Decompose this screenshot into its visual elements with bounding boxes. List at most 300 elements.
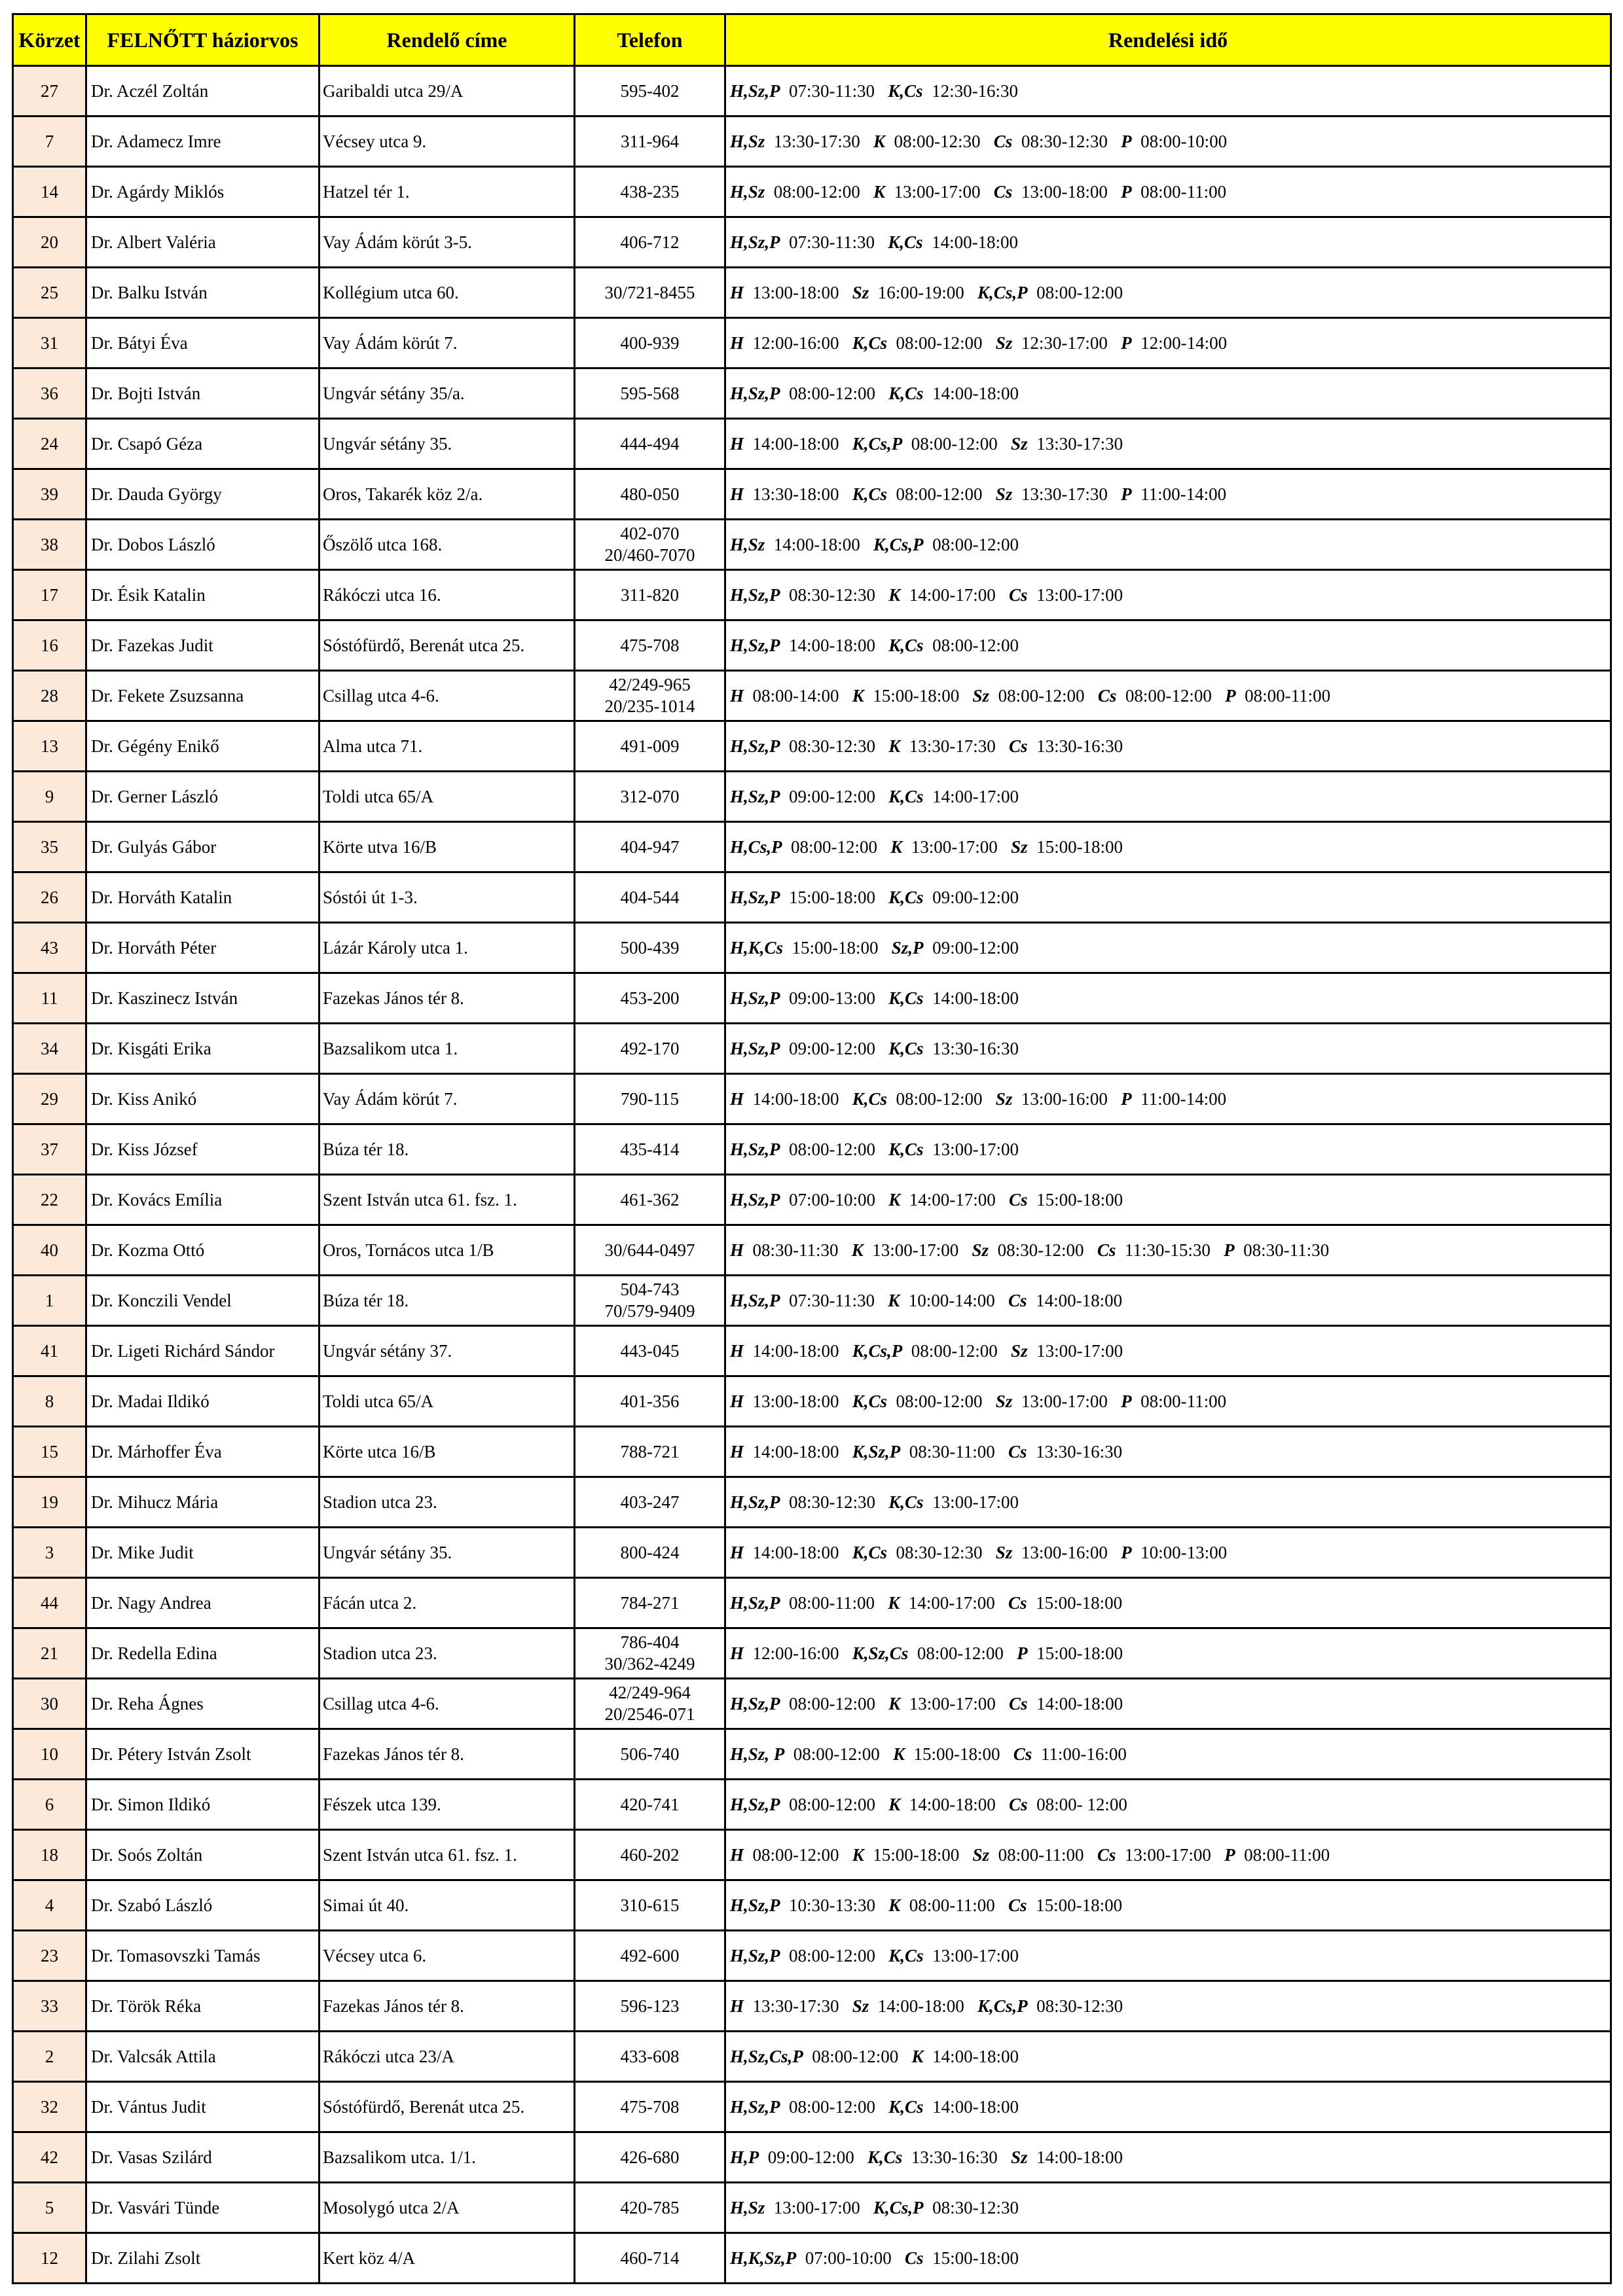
hours-days: H,Sz: [730, 2197, 765, 2217]
hours-time: 07:30-11:30: [789, 232, 875, 252]
hours-time: 16:00-19:00: [877, 282, 964, 302]
hours-time: 14:00-17:00: [908, 1592, 995, 1613]
hours-time: 14:00-18:00: [752, 1340, 839, 1361]
phone-cell: [575, 620, 725, 671]
phone-number: 788-721: [620, 1441, 680, 1462]
hours-days: H,Sz,P: [730, 584, 780, 605]
korzet-cell: 17: [13, 570, 86, 620]
phone-number: 443-045: [620, 1340, 680, 1361]
hours-time: 14:00-18:00: [932, 2096, 1019, 2117]
hours-time: 11:00-16:00: [1040, 1744, 1127, 1764]
hours-days: P: [1121, 1088, 1132, 1109]
korzet-cell: 37: [13, 1124, 86, 1175]
hours-days: Cs: [1008, 1290, 1027, 1310]
korzet-cell: 1: [13, 1276, 86, 1326]
hours-days: K,Cs,P: [873, 534, 924, 554]
hours-time: 12:30-16:30: [932, 81, 1019, 101]
table-row: [13, 469, 1611, 520]
hours-time: 13:00-18:00: [752, 282, 839, 302]
hours-time: 08:00-12:00: [789, 2096, 876, 2117]
table-row: [13, 1074, 1611, 1124]
hours-days: P: [1224, 1844, 1235, 1865]
hours-days: K,Cs,P: [852, 1340, 903, 1361]
hours-time: 13:30-17:30: [1036, 433, 1123, 454]
hours-time: 13:00-18:00: [752, 1391, 839, 1411]
phone-number: 491-009: [620, 736, 680, 756]
korzet-cell: 9: [13, 772, 86, 822]
phone-cell: [575, 368, 725, 419]
hours-time: 08:00-12:00: [789, 1693, 876, 1713]
hours-time: 10:00-13:00: [1140, 1542, 1228, 1562]
hours-days: H,Sz,P: [730, 1492, 780, 1512]
table-row: [13, 268, 1611, 318]
address-cell: Kollégium utca 60.: [319, 268, 575, 318]
phone-number: 504-743: [620, 1280, 680, 1299]
hours-days: K,Cs: [852, 1088, 888, 1109]
korzet-cell: 24: [13, 419, 86, 469]
table-row: [13, 1326, 1611, 1376]
hours-days: H,Sz: [730, 534, 765, 554]
hours-cell: [725, 1981, 1611, 2032]
table-row: [13, 822, 1611, 872]
hours-days: Cs: [1009, 584, 1028, 605]
phone-cell: [575, 66, 725, 117]
hours-days: H,Sz,P: [730, 383, 780, 403]
hours-days: Sz: [995, 1542, 1013, 1562]
korzet-cell: 39: [13, 469, 86, 520]
address-cell: Fazekas János tér 8.: [319, 1981, 575, 2032]
doctor-name-cell: Dr. Ésik Katalin: [86, 570, 319, 620]
table-row: [13, 1780, 1611, 1830]
korzet-cell: 7: [13, 117, 86, 167]
hours-time: 14:00-18:00: [877, 1996, 964, 2016]
korzet-cell: 29: [13, 1074, 86, 1124]
hours-days: H: [730, 1240, 744, 1260]
hours-cell: [725, 1225, 1611, 1276]
phone-number: 312-070: [620, 786, 680, 806]
phone-cell: [575, 1477, 725, 1528]
hours-time: 07:00-10:00: [789, 1189, 876, 1210]
korzet-cell: 5: [13, 2183, 86, 2233]
hours-time: 14:00-18:00: [1036, 1693, 1123, 1713]
phone-cell: [575, 1024, 725, 1074]
hours-cell: [725, 1931, 1611, 1981]
address-cell: Rákóczi utca 16.: [319, 570, 575, 620]
hours-time: 14:00-18:00: [752, 1088, 839, 1109]
address-cell: Sóstófürdő, Berenát utca 25.: [319, 620, 575, 671]
address-cell: Sóstófürdő, Berenát utca 25.: [319, 2082, 575, 2132]
address-cell: Szent István utca 61. fsz. 1.: [319, 1175, 575, 1225]
hours-days: H,Sz,P: [730, 232, 780, 252]
phone-number: 453-200: [620, 988, 680, 1008]
hours-cell: [725, 167, 1611, 217]
address-cell: Fazekas János tér 8.: [319, 1729, 575, 1780]
korzet-cell: 12: [13, 2233, 86, 2284]
doctor-name-cell: Dr. Balku István: [86, 268, 319, 318]
address-cell: Fazekas János tér 8.: [319, 973, 575, 1024]
hours-days: Cs: [1009, 1693, 1028, 1713]
phone-number: 20/2546-071: [604, 1704, 695, 1724]
hours-time: 13:00-17:00: [1124, 1844, 1211, 1865]
hours-days: H: [730, 282, 744, 302]
hours-days: P: [1225, 685, 1236, 706]
hours-time: 13:00-17:00: [1036, 1340, 1123, 1361]
hours-days: H,Sz,P: [730, 81, 780, 101]
hours-days: Cs: [1009, 1189, 1028, 1210]
doctor-name-cell: Dr. Bojti István: [86, 368, 319, 419]
phone-number: 311-964: [621, 131, 679, 151]
doctor-name-cell: Dr. Vasvári Tünde: [86, 2183, 319, 2233]
address-cell: Hatzel tér 1.: [319, 167, 575, 217]
hours-cell: [725, 721, 1611, 772]
hours-days: H,Sz,P: [730, 1693, 780, 1713]
doctor-name-cell: Dr. Kisgáti Erika: [86, 1024, 319, 1074]
doctor-name-cell: Dr. Márhoffer Éva: [86, 1427, 319, 1477]
doctor-name-cell: Dr. Adamecz Imre: [86, 117, 319, 167]
hours-days: H,Sz,P: [730, 786, 780, 806]
hours-time: 08:00-12:00: [917, 1643, 1004, 1663]
hours-days: Cs: [1008, 1895, 1027, 1915]
hours-cell: [725, 1427, 1611, 1477]
phone-cell: [575, 1376, 725, 1427]
hours-time: 08:00-11:00: [1245, 685, 1331, 706]
table-row: [13, 2183, 1611, 2233]
hours-days: H: [730, 1643, 744, 1663]
phone-number: 790-115: [621, 1088, 679, 1109]
hours-time: 14:00-18:00: [932, 383, 1019, 403]
doctor-name-cell: Dr. Aczél Zoltán: [86, 66, 319, 117]
phone-number: 30/644-0497: [604, 1240, 695, 1260]
hours-time: 13:00-17:00: [911, 836, 998, 857]
korzet-cell: 35: [13, 822, 86, 872]
hours-days: K: [852, 1844, 864, 1865]
hours-days: K,Cs: [888, 635, 924, 655]
table-row: [13, 1225, 1611, 1276]
hours-time: 15:00-18:00: [932, 2248, 1019, 2268]
phone-cell: [575, 923, 725, 973]
phone-number: 433-608: [620, 2046, 680, 2066]
phone-number: 42/249-965: [609, 675, 691, 694]
hours-days: P: [1121, 332, 1132, 353]
hours-time: 08:00-11:00: [789, 1592, 875, 1613]
doctor-name-cell: Dr. Szabó László: [86, 1880, 319, 1931]
hours-days: H,Sz: [730, 131, 765, 151]
hours-time: 13:00-17:00: [909, 1693, 996, 1713]
hours-time: 09:00-12:00: [789, 1038, 876, 1058]
phone-number: 406-712: [620, 232, 680, 252]
hours-time: 13:00-17:00: [1036, 584, 1123, 605]
doctor-name-cell: Dr. Gégény Enikő: [86, 721, 319, 772]
hours-time: 08:00-12:00: [789, 1139, 876, 1159]
hours-time: 11:30-15:30: [1124, 1240, 1211, 1260]
korzet-cell: 44: [13, 1578, 86, 1628]
hours-days: H: [730, 1088, 744, 1109]
doctor-name-cell: Dr. Ligeti Richárd Sándor: [86, 1326, 319, 1376]
hours-time: 13:00-16:00: [1021, 1542, 1108, 1562]
table-row: [13, 1628, 1611, 1679]
address-cell: Ungvár sétány 35.: [319, 1528, 575, 1578]
hours-days: Cs: [1009, 736, 1028, 756]
korzet-cell: 10: [13, 1729, 86, 1780]
hours-time: 08:30-11:00: [909, 1441, 995, 1462]
hours-days: K: [888, 1895, 901, 1915]
hours-cell: [725, 1326, 1611, 1376]
phone-cell: [575, 872, 725, 923]
korzet-cell: 42: [13, 2132, 86, 2183]
phone-number: 595-402: [620, 81, 680, 101]
address-cell: Oros, Takarék köz 2/a.: [319, 469, 575, 520]
phone-cell: [575, 1981, 725, 2032]
table-row: [13, 1578, 1611, 1628]
korzet-cell: 32: [13, 2082, 86, 2132]
phone-number: 480-050: [620, 484, 680, 504]
table-row: [13, 620, 1611, 671]
hours-time: 14:00-18:00: [909, 1794, 996, 1814]
hours-time: 14:00-18:00: [932, 2046, 1019, 2066]
address-cell: Vay Ádám körút 3-5.: [319, 217, 575, 268]
hours-cell: [725, 1074, 1611, 1124]
hours-days: Sz: [995, 332, 1013, 353]
korzet-cell: 13: [13, 721, 86, 772]
phone-cell: [575, 318, 725, 368]
table-row: [13, 1124, 1611, 1175]
phone-cell: [575, 1628, 725, 1679]
hours-days: H,Sz,P: [730, 1189, 780, 1210]
hours-days: H,Sz,P: [730, 1290, 780, 1310]
doctor-name-cell: Dr. Mike Judit: [86, 1528, 319, 1578]
hours-cell: [725, 469, 1611, 520]
address-cell: Bazsalikom utca 1.: [319, 1024, 575, 1074]
hours-cell: [725, 1528, 1611, 1578]
hours-days: H,Sz, P: [730, 1744, 785, 1764]
hours-days: K,Cs: [852, 484, 888, 504]
phone-number: 20/460-7070: [604, 545, 695, 565]
hours-days: K: [888, 1189, 901, 1210]
hours-days: H,Sz: [730, 181, 765, 202]
phone-number: 786-404: [620, 1632, 680, 1652]
phone-number: 420-785: [620, 2197, 680, 2217]
hours-cell: [725, 1578, 1611, 1628]
phone-number: 460-202: [620, 1844, 680, 1865]
hours-cell: [725, 1679, 1611, 1729]
hours-days: K,Cs,P: [977, 282, 1028, 302]
hours-time: 15:00-18:00: [1036, 1592, 1123, 1613]
phone-number: 404-544: [620, 887, 680, 907]
hours-days: H: [730, 1844, 744, 1865]
table-row: [13, 419, 1611, 469]
table-row: [13, 1175, 1611, 1225]
address-cell: Bazsalikom utca. 1/1.: [319, 2132, 575, 2183]
hours-time: 14:00-18:00: [789, 635, 876, 655]
doctor-name-cell: Dr. Csapó Géza: [86, 419, 319, 469]
hours-time: 09:00-13:00: [789, 988, 876, 1008]
hours-cell: [725, 1175, 1611, 1225]
hours-time: 10:00-14:00: [908, 1290, 995, 1310]
doctor-name-cell: Dr. Simon Ildikó: [86, 1780, 319, 1830]
hours-time: 14:00-18:00: [932, 988, 1019, 1008]
hours-time: 08:00-11:00: [1244, 1844, 1330, 1865]
hours-cell: [725, 872, 1611, 923]
hours-time: 13:30-16:30: [911, 2147, 998, 2167]
hours-days: H,Sz,P: [730, 635, 780, 655]
hours-cell: [725, 117, 1611, 167]
hours-time: 08:00-12:00: [911, 1340, 998, 1361]
table-row: [13, 973, 1611, 1024]
hours-days: H,Sz,P: [730, 1038, 780, 1058]
hours-days: Cs: [1008, 1441, 1027, 1462]
hours-time: 08:00-12:00: [791, 836, 878, 857]
hours-time: 08:00-12:00: [773, 181, 860, 202]
address-cell: Fészek utca 139.: [319, 1780, 575, 1830]
hours-days: K,Cs,P: [852, 433, 903, 454]
hours-time: 13:00-17:00: [932, 1139, 1019, 1159]
address-cell: Vay Ádám körút 7.: [319, 318, 575, 368]
hours-time: 11:00-14:00: [1140, 484, 1227, 504]
hours-cell: [725, 1124, 1611, 1175]
hours-cell: [725, 1880, 1611, 1931]
phone-cell: [575, 1124, 725, 1175]
doctor-name-cell: Dr. Török Réka: [86, 1981, 319, 2032]
hours-time: 13:30-16:30: [1036, 1441, 1123, 1462]
korzet-cell: 8: [13, 1376, 86, 1427]
hours-days: K: [888, 1794, 901, 1814]
hours-days: K: [888, 736, 901, 756]
phone-cell: [575, 1931, 725, 1981]
hours-time: 13:30-17:30: [1021, 484, 1108, 504]
phone-cell: [575, 721, 725, 772]
korzet-cell: 6: [13, 1780, 86, 1830]
hours-time: 08:00-12:00: [896, 1391, 983, 1411]
phone-number: 420-741: [620, 1794, 680, 1814]
hours-time: 13:00-17:00: [1021, 1391, 1108, 1411]
phone-number: 426-680: [620, 2147, 680, 2167]
hours-days: K,Cs: [888, 1139, 924, 1159]
hours-time: 08:00-12:00: [1036, 282, 1123, 302]
hours-time: 09:00-12:00: [789, 786, 876, 806]
hours-days: K,Sz,P: [852, 1441, 901, 1462]
hours-time: 07:00-10:00: [805, 2248, 892, 2268]
hours-days: K,Cs: [888, 1945, 924, 1965]
hours-days: Sz: [852, 282, 869, 302]
hours-days: H: [730, 1441, 744, 1462]
table-row: [13, 2032, 1611, 2082]
phone-cell: [575, 167, 725, 217]
hours-days: K,Cs: [888, 1038, 924, 1058]
korzet-cell: 30: [13, 1679, 86, 1729]
hours-time: 08:30-12:30: [789, 736, 876, 756]
phone-cell: [575, 2233, 725, 2284]
hours-cell: [725, 1780, 1611, 1830]
hours-days: H: [730, 484, 744, 504]
phone-number: 500-439: [620, 937, 680, 958]
table-row: [13, 1477, 1611, 1528]
address-cell: Kert köz 4/A: [319, 2233, 575, 2284]
hours-time: 13:00-17:00: [932, 1492, 1019, 1512]
phone-cell: [575, 1830, 725, 1880]
hours-cell: [725, 570, 1611, 620]
hours-cell: [725, 66, 1611, 117]
hours-time: 14:00-18:00: [752, 433, 839, 454]
address-cell: Szent István utca 61. fsz. 1.: [319, 1830, 575, 1880]
hours-time: 14:00-18:00: [773, 534, 860, 554]
hours-days: K,Cs: [888, 887, 924, 907]
hours-days: H: [730, 1996, 744, 2016]
korzet-cell: 36: [13, 368, 86, 419]
hours-time: 10:30-13:30: [789, 1895, 876, 1915]
table-row: [13, 66, 1611, 117]
doctor-name-cell: Dr. Redella Edina: [86, 1628, 319, 1679]
hours-days: Sz: [995, 484, 1013, 504]
hours-time: 13:00-17:00: [932, 1945, 1019, 1965]
header-korzet: Körzet: [13, 14, 86, 66]
korzet-cell: 34: [13, 1024, 86, 1074]
hours-time: 08:00-12:00: [789, 383, 876, 403]
table-row: [13, 1880, 1611, 1931]
hours-time: 12:30-17:00: [1021, 332, 1108, 353]
hours-cell: [725, 2132, 1611, 2183]
table-row: [13, 721, 1611, 772]
hours-time: 15:00-18:00: [1036, 1189, 1123, 1210]
hours-cell: [725, 2032, 1611, 2082]
hours-time: 08:30-11:30: [752, 1240, 839, 1260]
hours-days: H,Sz,P: [730, 988, 780, 1008]
hours-time: 14:00-18:00: [752, 1542, 839, 1562]
phone-number: 460-714: [620, 2248, 680, 2268]
hours-days: Sz: [995, 1391, 1013, 1411]
hours-days: P: [1121, 131, 1132, 151]
doctor-name-cell: Dr. Mihucz Mária: [86, 1477, 319, 1528]
hours-days: Sz: [1011, 1340, 1028, 1361]
hours-days: Cs: [1097, 1844, 1116, 1865]
header-address: Rendelő címe: [319, 14, 575, 66]
hours-days: Sz: [1011, 836, 1028, 857]
hours-time: 07:30-11:30: [789, 81, 875, 101]
hours-time: 12:00-14:00: [1140, 332, 1228, 353]
table-row: [13, 1981, 1611, 2032]
header-hours: Rendelési idő: [725, 14, 1611, 66]
hours-days: K: [888, 1592, 900, 1613]
hours-cell: [725, 1729, 1611, 1780]
hours-time: 08:00-12:30: [894, 131, 981, 151]
phone-cell: [575, 419, 725, 469]
hours-time: 14:00-18:00: [932, 232, 1019, 252]
hours-days: K,Cs: [888, 1492, 924, 1512]
hours-time: 08:00-11:00: [1140, 1391, 1227, 1411]
doctor-name-cell: Dr. Nagy Andrea: [86, 1578, 319, 1628]
hours-days: P: [1121, 181, 1132, 202]
hours-days: P: [1224, 1240, 1235, 1260]
doctor-name-cell: Dr. Agárdy Miklós: [86, 167, 319, 217]
hours-cell: [725, 620, 1611, 671]
hours-days: K,Cs: [867, 2147, 903, 2167]
hours-cell: [725, 671, 1611, 721]
table-row: [13, 318, 1611, 368]
hours-time: 08:30-12:30: [1036, 1996, 1123, 2016]
hours-cell: [725, 1628, 1611, 1679]
korzet-cell: 38: [13, 520, 86, 570]
korzet-cell: 22: [13, 1175, 86, 1225]
korzet-cell: 15: [13, 1427, 86, 1477]
hours-days: K,Cs: [888, 988, 924, 1008]
doctor-name-cell: Dr. Horváth Péter: [86, 923, 319, 973]
hours-days: K: [852, 685, 864, 706]
table-row: [13, 872, 1611, 923]
address-cell: Simai út 40.: [319, 1880, 575, 1931]
hours-days: H,Sz,P: [730, 1945, 780, 1965]
phone-number: 42/249-964: [609, 1683, 691, 1702]
hours-days: K: [888, 584, 901, 605]
doctor-name-cell: Dr. Vasas Szilárd: [86, 2132, 319, 2183]
